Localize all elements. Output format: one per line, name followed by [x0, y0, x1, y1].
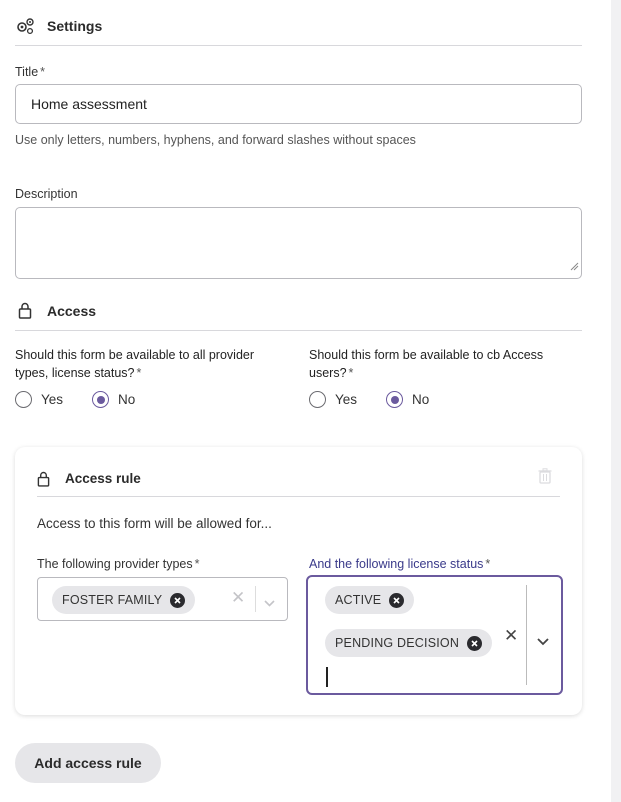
chip-pending-decision: PENDING DECISION [325, 629, 492, 657]
add-access-rule-button[interactable]: Add access rule [15, 743, 161, 783]
right-scroll-gutter [611, 0, 621, 802]
access-header [15, 297, 582, 331]
resize-grip-icon[interactable] [570, 258, 579, 276]
description-textarea[interactable] [15, 207, 582, 279]
trash-icon[interactable] [538, 468, 552, 489]
radio-circle-selected[interactable] [386, 391, 403, 408]
radio-q1-no[interactable]: No [92, 391, 135, 408]
remove-chip-icon[interactable] [467, 636, 482, 651]
radio-circle[interactable] [309, 391, 326, 408]
provider-types-select[interactable] [37, 577, 288, 621]
select-separator [255, 586, 256, 612]
text-caret [326, 667, 328, 687]
gears-icon [15, 16, 35, 36]
cb-access-question: Should this form be available to cb Access users? * [309, 348, 544, 380]
chip-foster-family: FOSTER FAMILY [52, 586, 195, 614]
remove-chip-icon[interactable] [389, 593, 404, 608]
radio-q2-no[interactable]: No [386, 391, 429, 408]
description-label: Description [15, 187, 78, 201]
lock-icon [37, 471, 53, 487]
access-rule-intro: Access to this form will be allowed for... [37, 516, 272, 531]
clear-all-icon[interactable]: ✕ [504, 626, 519, 645]
license-status-select[interactable] [306, 575, 563, 695]
access-rule-header [37, 461, 560, 497]
radio-q2-yes[interactable]: Yes [309, 391, 357, 408]
clear-all-icon[interactable]: ✕ [231, 588, 246, 607]
title-input[interactable]: Home assessment [15, 84, 582, 124]
access-rule-heading: Access rule [65, 471, 141, 486]
radio-circle[interactable] [15, 391, 32, 408]
remove-chip-icon[interactable] [170, 593, 185, 608]
title-hint: Use only letters, numbers, hyphens, and forward slashes without spaces [15, 133, 416, 147]
title-label: Title * [15, 65, 46, 79]
chip-active: ACTIVE [325, 586, 414, 614]
access-heading: Access [47, 302, 97, 319]
chevron-down-icon[interactable] [264, 594, 275, 612]
select-separator [526, 585, 527, 685]
radio-circle-selected[interactable] [92, 391, 109, 408]
license-status-label: And the following license status * [309, 557, 491, 571]
settings-heading: Settings [47, 17, 103, 34]
settings-header [15, 12, 582, 46]
lock-icon [15, 301, 35, 321]
provider-availability-question: Should this form be available to all provider types, license status? * [15, 348, 255, 380]
chevron-down-icon[interactable] [537, 633, 549, 651]
radio-q1-yes[interactable]: Yes [15, 391, 63, 408]
provider-types-label: The following provider types * [37, 557, 200, 571]
